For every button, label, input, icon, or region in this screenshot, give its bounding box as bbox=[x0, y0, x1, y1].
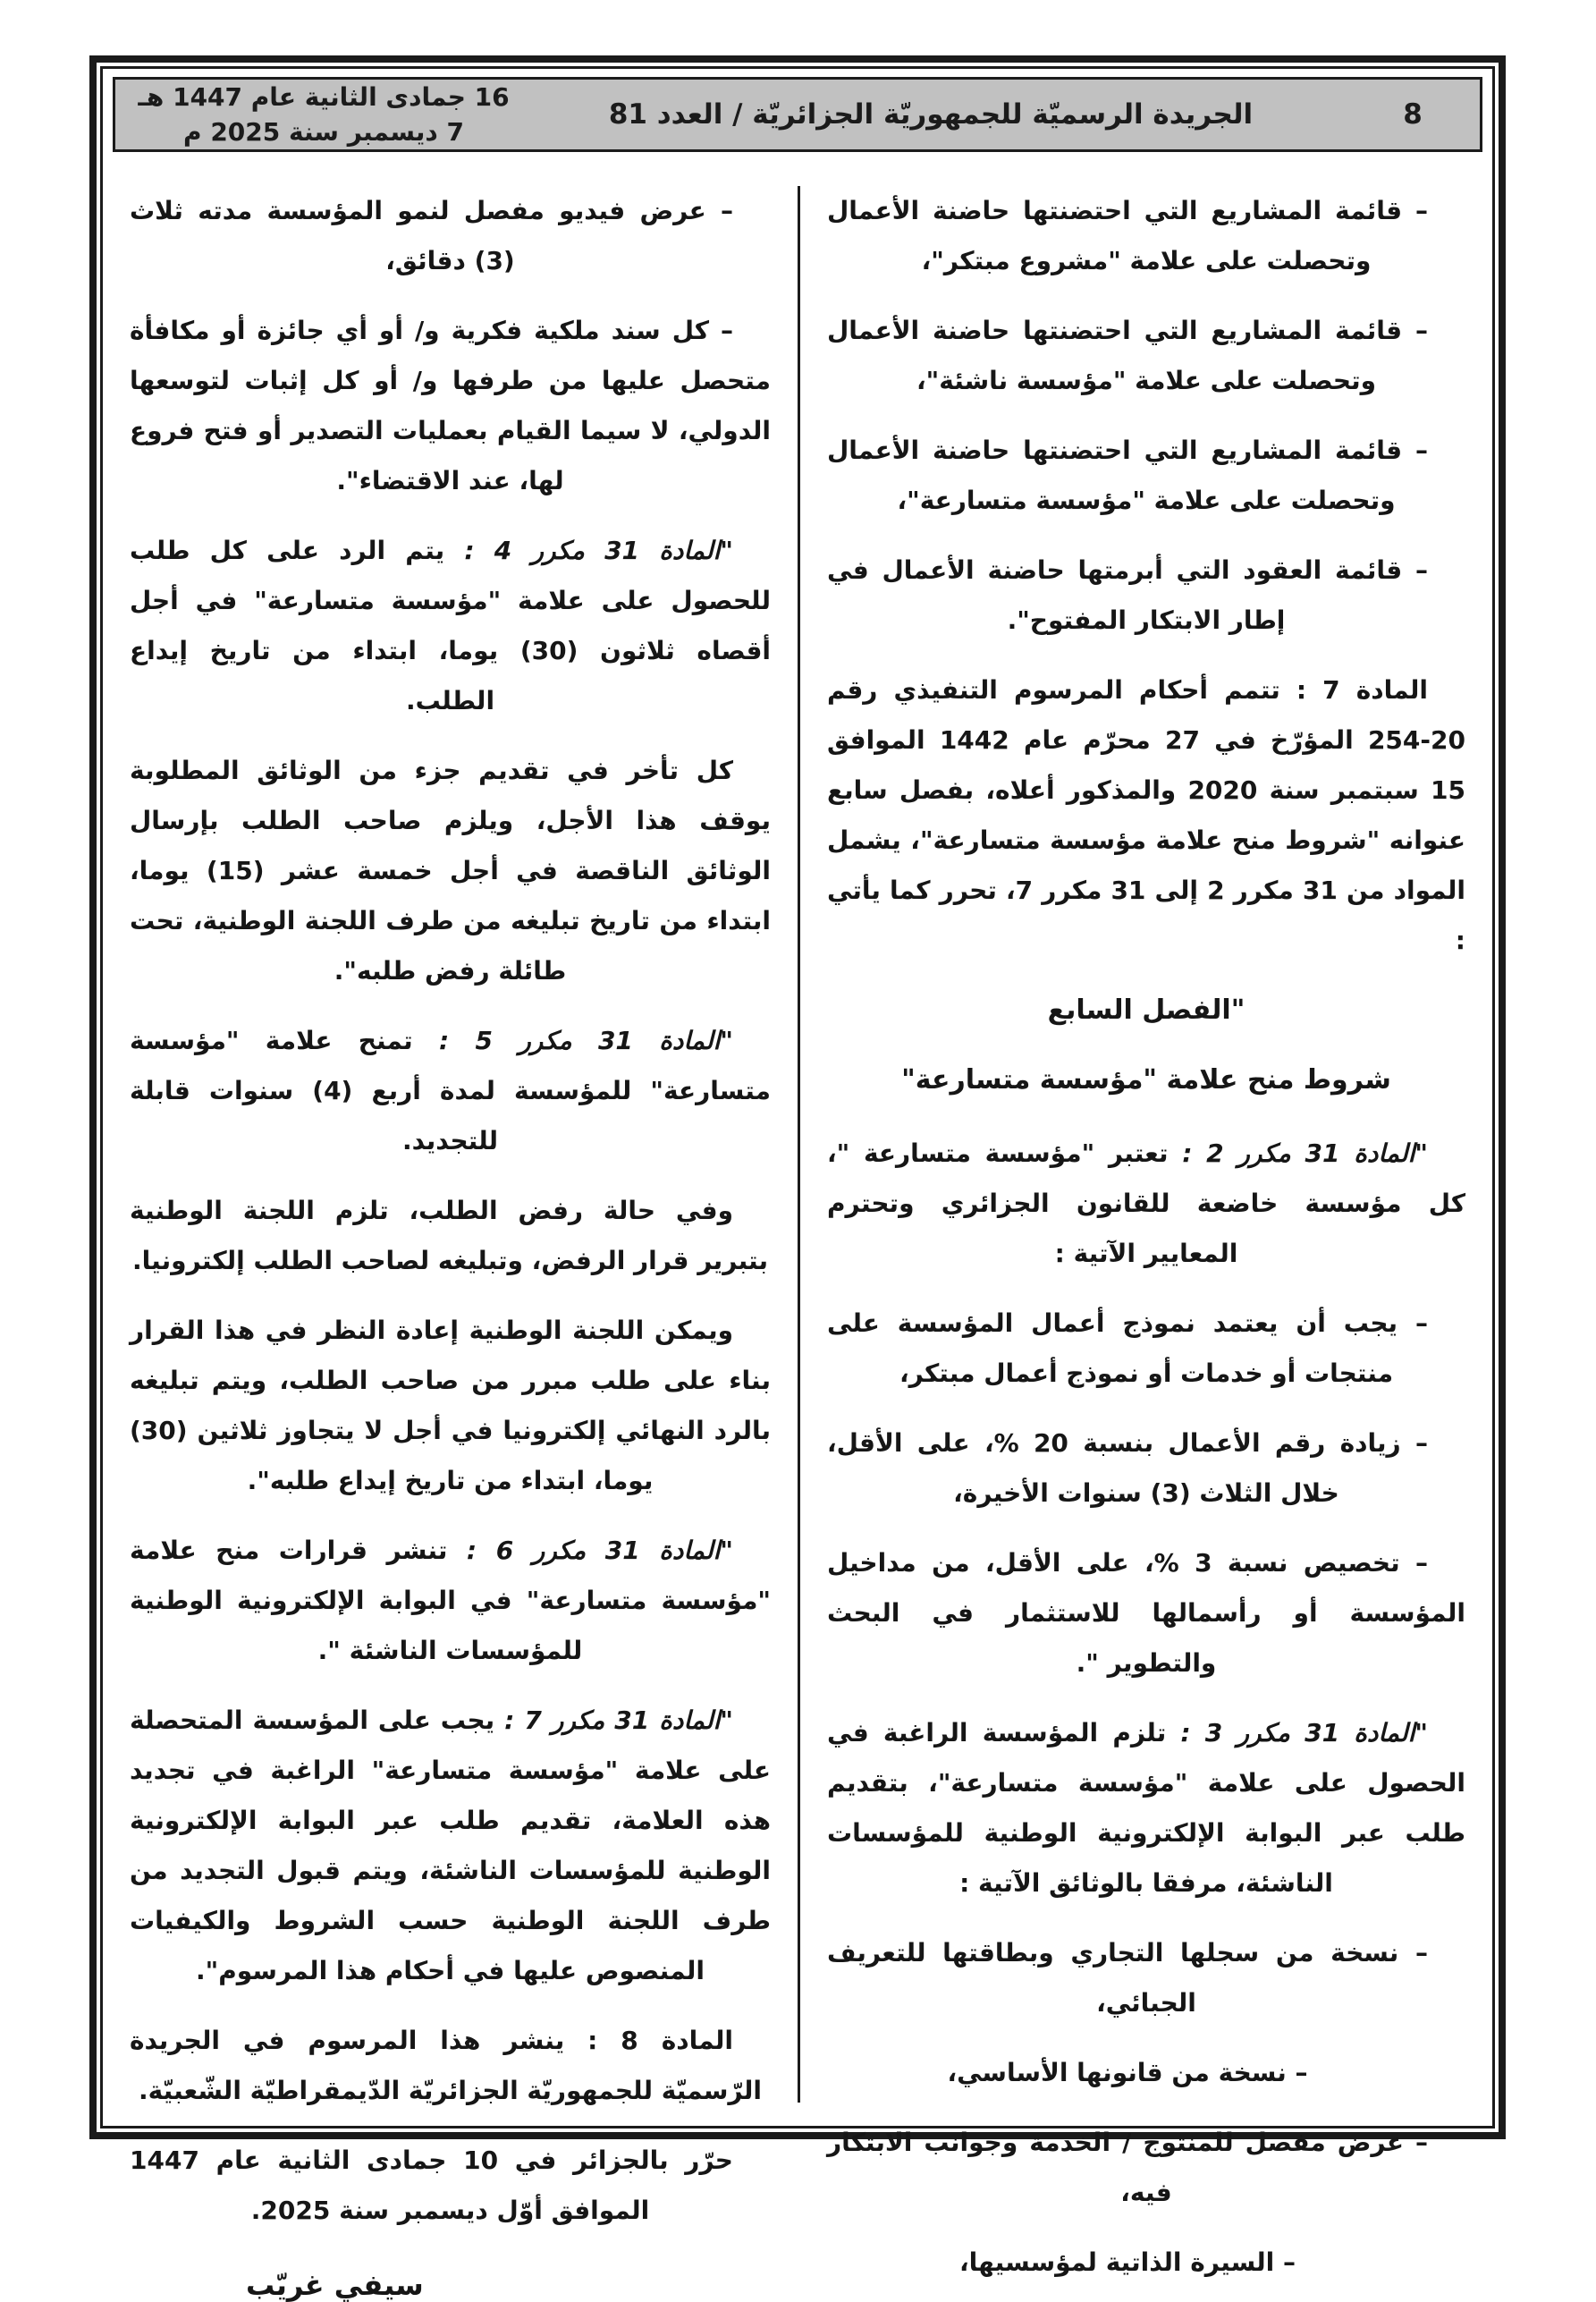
columns-container bbox=[103, 152, 1492, 2302]
paragraph: كل تأخر في تقديم جزء من الوثائق المطلوبة يوقف هذا الأجل، ويلزم صاحب الطلب بإرسال الوثائق الناقصة في أجل خمسة عشر (15) يوما، ابتداء من تاريخ تبليغه من طرف اللجنة الوطنية، تحت طائلة رفض طلبه". bbox=[130, 756, 771, 986]
article-31bis7-label: "المادة 31 مكرر 7 : bbox=[494, 1705, 734, 1735]
list-item: – السيرة الذاتية لمؤسسيها، bbox=[959, 2247, 1296, 2277]
article-31bis5-text: تمنح علامة "مؤسسة متسارعة" للمؤسسة لمدة أربع (4) سنوات قابلة للتجديد. bbox=[130, 1026, 772, 1155]
article-31bis5-label: "المادة 31 مكرر 5 : bbox=[412, 1026, 733, 1055]
chapter-heading: "الفصل السابع bbox=[1047, 994, 1246, 1026]
article-7-label: المادة 7 : bbox=[1279, 675, 1428, 705]
article-7-paragraph bbox=[827, 665, 1465, 966]
article-31bis2-paragraph bbox=[827, 1129, 1465, 1279]
gregorian-date: 7 ديسمبر سنة 2025 م bbox=[183, 117, 464, 147]
article-31bis6-label: "المادة 31 مكرر 6 : bbox=[447, 1536, 733, 1565]
list-item: – زيادة رقم الأعمال بنسبة 20 ‏%، على الأقل، خلال الثلاث (3) سنوات الأخيرة، bbox=[827, 1428, 1428, 1508]
article-31bis4-label: "المادة 31 مكرر 4 : bbox=[444, 536, 733, 565]
list-item: – نسخة من سجلها التجاري وبطاقتها للتعريف الجبائي، bbox=[827, 1938, 1428, 2018]
right-column bbox=[798, 186, 1478, 2277]
list-item: – قائمة المشاريع التي احتضنتها حاضنة الأعمال وتحصلت على علامة "مؤسسة متسارعة"، bbox=[827, 436, 1428, 515]
list-item: – عرض مفصل للمنتوج / الخدمة وجوانب الابتكار فيه، bbox=[827, 2128, 1428, 2207]
chapter-subheading: شروط منح علامة "مؤسسة متسارعة" bbox=[901, 1064, 1391, 1096]
article-31bis6-text: تنشر قرارات منح علامة "مؤسسة متسارعة" في البوابة الإلكترونية الوطنية للمؤسسات الناشئة ". bbox=[130, 1536, 771, 1665]
page-frame-inner bbox=[100, 66, 1495, 2302]
page-frame bbox=[89, 55, 1506, 2302]
article-8-label: المادة 8 : bbox=[564, 2026, 734, 2055]
list-item: – قائمة العقود التي أبرمتها حاضنة الأعمال في إطار الابتكار المفتوح". bbox=[827, 555, 1428, 635]
list-item: – عرض فيديو مفصل لنمو المؤسسة مدته ثلاث (3) دقائق، bbox=[130, 196, 733, 275]
paragraph: وفي حالة رفض الطلب، تلزم اللجنة الوطنية بتبرير قرار الرفض، وتبليغه لصاحب الطلب إلكترونيا. bbox=[130, 1196, 768, 1275]
article-31bis7-text: يجب على المؤسسة المتحصلة على علامة "مؤسسة متسارعة" الراغبة في تجديد هذه العلامة، تقديم طلب عبر البوابة الإلكترونية الوطنية للمؤسسات الناشئة، ويتم قبول التجديد من طرف اللجنة الوطنية حسب الشروط والكيفيات المنصوص عليها في أحكام هذا المرسوم". bbox=[130, 1705, 771, 1985]
signature-name: سيفي غريّب bbox=[246, 2268, 424, 2302]
paragraph: ويمكن اللجنة الوطنية إعادة النظر في هذا القرار بناء على طلب مبرر من صاحب الطلب، ويتم تبليغه بالرد النهائي إلكترونيا في أجل لا يتجاوز ثلاثين (30) يوما، ابتداء من تاريخ إيداع طلبه". bbox=[130, 1316, 771, 1495]
list-item: – يجب أن يعتمد نموذج أعمال المؤسسة على منتجات أو خدمات أو نموذج أعمال مبتكر، bbox=[827, 1308, 1428, 1388]
article-31bis3-text: تلزم المؤسسة الراغبة في الحصول على علامة "مؤسسة متسارعة"، بتقديم طلب عبر البوابة الإلكترونية الوطنية للمؤسسات الناشئة، مرفقا بالوثائق الآتية : bbox=[827, 1718, 1465, 1898]
header-dates bbox=[115, 80, 516, 149]
article-31bis7-paragraph bbox=[130, 1696, 771, 1996]
list-item: – قائمة المشاريع التي احتضنتها حاضنة الأعمال وتحصلت على علامة "مؤسسة ناشئة"، bbox=[827, 316, 1428, 395]
list-item: – قائمة المشاريع التي احتضنتها حاضنة الأعمال وتحصلت على علامة "مشروع مبتكر"، bbox=[827, 196, 1428, 275]
list-item: – تخصيص نسبة 3 ‏%، على الأقل، من مداخيل المؤسسة أو رأسمالها للاستثمار في البحث والتطوير ". bbox=[827, 1548, 1465, 1678]
signing-place-date: حرّر بالجزائر في 10 جمادى الثانية عام 1447 الموافق أوّل ديسمبر سنة 2025. bbox=[130, 2145, 733, 2225]
article-31bis3-paragraph bbox=[827, 1708, 1465, 1908]
article-31bis5-paragraph bbox=[130, 1016, 771, 1166]
article-31bis6-paragraph bbox=[130, 1526, 771, 1676]
header-band bbox=[113, 77, 1482, 152]
article-31bis2-label: "المادة 31 مكرر 2 : bbox=[1168, 1138, 1428, 1168]
article-7-text: تتمم أحكام المرسوم التنفيذي رقم 20‏-‏254 المؤرّخ في 27 محرّم عام 1442 الموافق 15 سبتمبر سنة 2020 والمذكور أعلاه، بفصل سابع عنوانه "شروط منح علامة مؤسسة متسارعة"، يشمل المواد من 31 مكرر 2 إلى 31 مكرر 7، تحرر كما يأتي : bbox=[827, 675, 1466, 955]
article-31bis3-label: "المادة 31 مكرر 3 : bbox=[1166, 1718, 1429, 1748]
hijri-date: 16 جمادى الثانية عام 1447 هـ bbox=[138, 81, 510, 112]
article-31bis2-text: تعتبر "مؤسسة متسارعة "، كل مؤسسة خاضعة للقانون الجزائري وتحترم المعايير الآتية : bbox=[827, 1138, 1465, 1268]
journal-title: الجريدة الرسميّة للجمهوريّة الجزائريّة / العدد 81 bbox=[608, 98, 1254, 131]
list-item: – نسخة من قانونها الأساسي، bbox=[947, 2058, 1308, 2087]
list-item: – كل سند ملكية فكرية و/ أو أي جائزة أو مكافأة متحصل عليها من طرفها و/ أو كل إثبات لتوسعها الدولي، لا سيما القيام بعمليات التصدير أو فتح فروع لها، عند الاقتضاء". bbox=[130, 316, 771, 495]
article-31bis4-text: يتم الرد على كل طلب للحصول على علامة "مؤسسة متسارعة" في أجل أقصاه ثلاثون (30) يوما، ابتداء من تاريخ إيداع الطلب. bbox=[130, 536, 771, 715]
article-31bis4-paragraph bbox=[130, 526, 771, 726]
page-number: 8 bbox=[1403, 98, 1423, 131]
article-8-paragraph bbox=[130, 2016, 771, 2116]
left-column bbox=[117, 186, 798, 2302]
article-8-text: ينشر هذا المرسوم في الجريدة الرّسميّة للجمهوريّة الجزائريّة الدّيمقراطيّة الشّعبيّة. bbox=[130, 2026, 762, 2105]
